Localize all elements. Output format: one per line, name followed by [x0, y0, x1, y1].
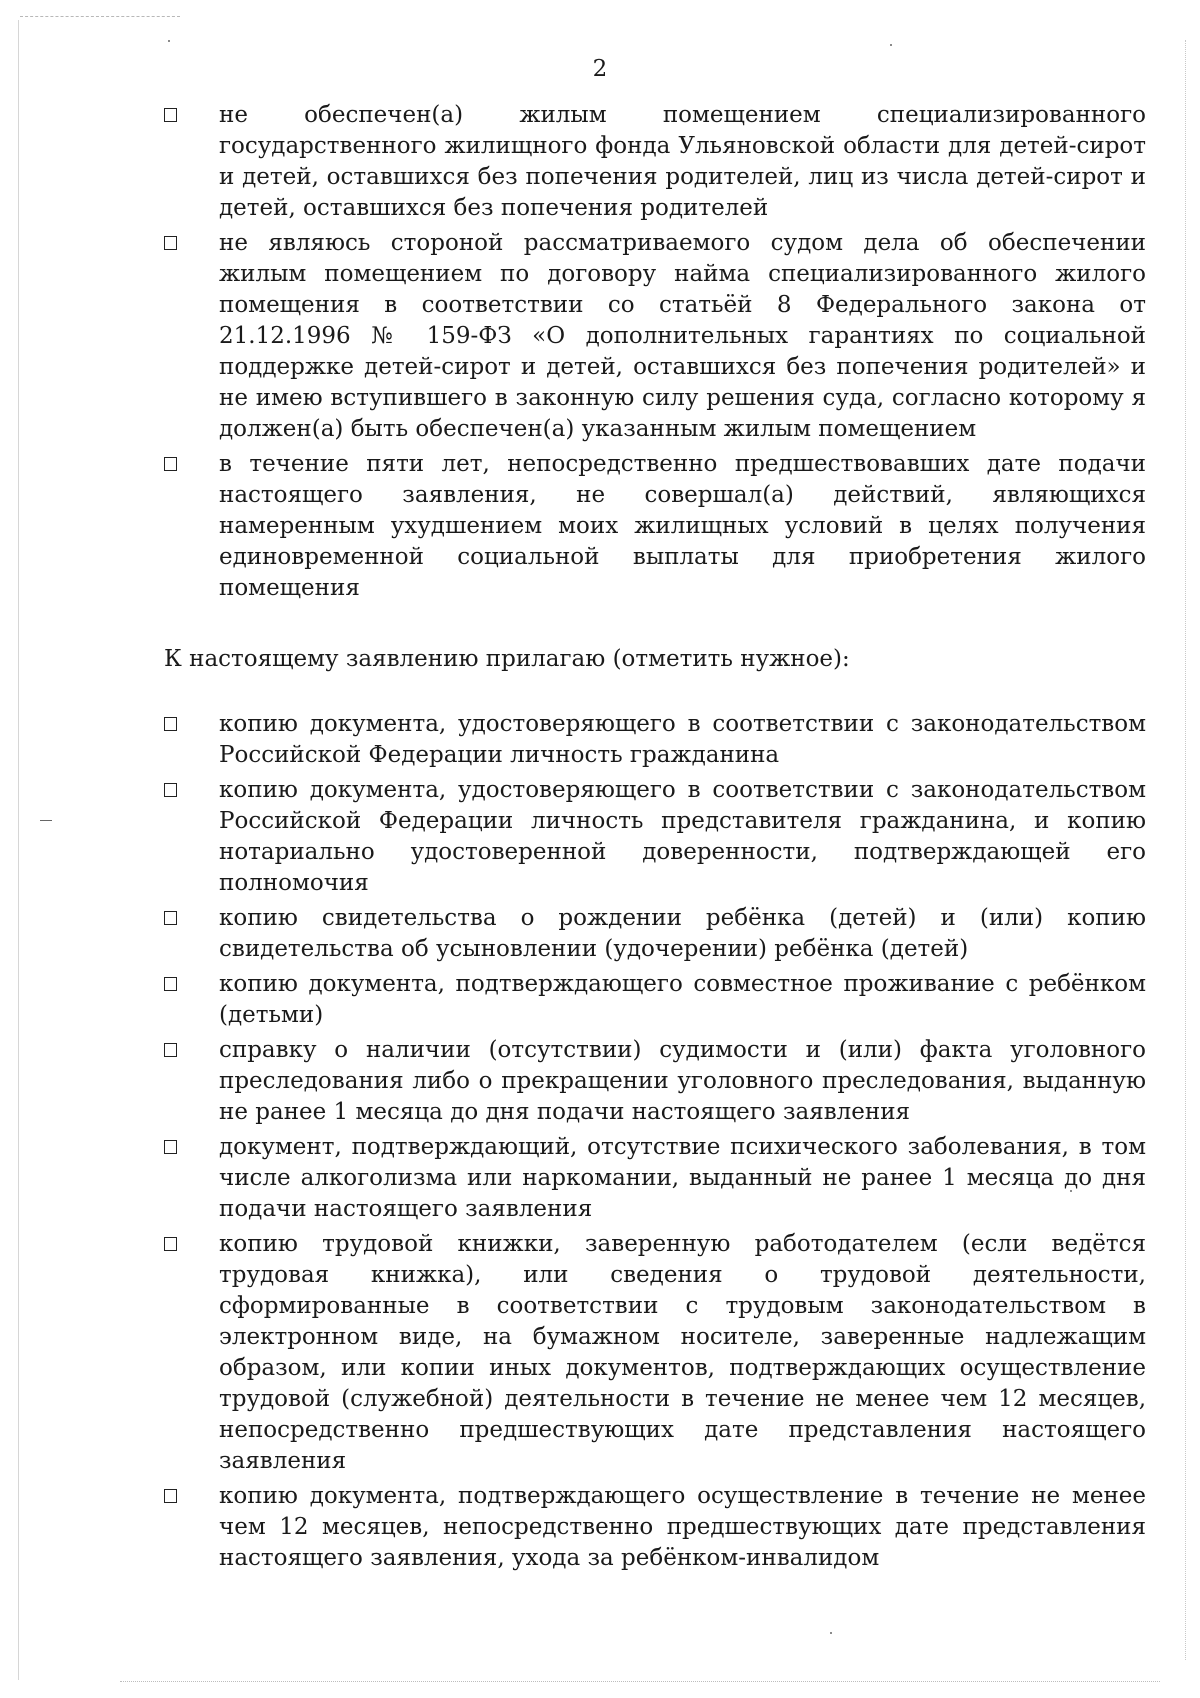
attachment-checkbox[interactable] — [164, 977, 177, 991]
attachment-checkbox[interactable] — [164, 1043, 177, 1057]
attachments-intro: К настоящему заявлению прилагаю (отметить нужное): — [164, 646, 850, 672]
attachment-text: копию документа, удостоверяющего в соответствии с законодательством Российской Федерации личность представителя гражданина, и копию нотариально удостоверенной доверенности, подтверждающей его полномочия — [219, 777, 1146, 896]
declaration-text: не являюсь стороной рассматриваемого судом дела об обеспечении жилым помещением по договору найма специализированного жилого помещения в соответствии со статьёй 8 Федерального закона от 21.12.1996 № 159-ФЗ «О дополнительных гарантиях по социальной поддержке детей-сирот и детей, оставшихся без попечения родителей» и не имею вступившего в законную силу решения суда, согласно которому я должен(а) быть обеспечен(а) указанным жилым помещением — [219, 230, 1146, 442]
attachment-item — [164, 1132, 1146, 1225]
declaration-checkbox[interactable] — [164, 457, 177, 471]
attachment-item — [164, 1481, 1146, 1574]
attachment-checkbox[interactable] — [164, 717, 177, 731]
declaration-item — [164, 228, 1146, 445]
declaration-item — [164, 449, 1146, 604]
scan-speck — [830, 1632, 832, 1634]
scan-edge-left — [18, 20, 19, 1680]
attachment-text: копию свидетельства о рождении ребёнка (детей) и (или) копию свидетельства об усыновлении (удочерении) ребёнка (детей) — [219, 905, 1146, 962]
attachment-checkbox[interactable] — [164, 1489, 177, 1503]
scan-speck — [168, 40, 170, 42]
attachment-text: документ, подтверждающий, отсутствие психического заболевания, в том числе алкоголизма или наркомании, выданный не ранее 1 месяца до дня подачи настоящего заявления — [219, 1134, 1146, 1222]
scan-speck — [890, 44, 892, 46]
declaration-checkbox[interactable] — [164, 236, 177, 250]
attachment-text: копию документа, подтверждающего осуществление в течение не менее чем 12 месяцев, непосредственно предшествующих дате представления настоящего заявления, ухода за ребёнком-инвалидом — [219, 1483, 1146, 1571]
attachment-item — [164, 903, 1146, 965]
page-number: 2 — [592, 56, 608, 82]
scan-edge-bottom — [120, 1681, 1160, 1682]
declaration-text: не обеспечен(а) жилым помещением специализированного государственного жилищного фонда Ульяновской области для детей-сирот и детей, оставшихся без попечения родителей, лиц из числа детей-сирот и детей, оставшихся без попечения родителей — [219, 102, 1146, 221]
attachment-item — [164, 1035, 1146, 1128]
attachment-checkbox[interactable] — [164, 1237, 177, 1251]
attachment-item — [164, 969, 1146, 1031]
declaration-text: в течение пяти лет, непосредственно предшествовавших дате подачи настоящего заявления, не совершал(а) действий, являющихся намеренным ухудшением моих жилищных условий в целях получения единовременной социальной выплаты для приобретения жилого помещения — [219, 451, 1146, 601]
attachment-checkbox[interactable] — [164, 911, 177, 925]
declaration-checkbox[interactable] — [164, 108, 177, 122]
attachment-item — [164, 1229, 1146, 1477]
attachments-list — [164, 709, 1146, 1574]
scan-edge-right — [1185, 40, 1186, 1660]
attachment-checkbox[interactable] — [164, 783, 177, 797]
attachment-text: справку о наличии (отсутствии) судимости и (или) факта уголовного преследования либо о прекращении уголовного преследования, выданную не ранее 1 месяца до дня подачи настоящего заявления — [219, 1037, 1146, 1125]
declarations-list — [164, 100, 1146, 604]
scan-speck — [40, 820, 52, 821]
document-body — [164, 100, 1146, 1578]
scan-edge-top — [20, 16, 180, 17]
attachment-text: копию трудовой книжки, заверенную работодателем (если ведётся трудовая книжка), или сведения о трудовой деятельности, сформированные в соответствии с трудовым законодательством в электронном виде, на бумажном носителе, заверенные надлежащим образом, или копии иных документов, подтверждающих осуществление трудовой (служебной) деятельности в течение не менее чем 12 месяцев, непосредственно предшествующих дате представления настоящего заявления — [219, 1231, 1146, 1474]
attachment-text: копию документа, подтверждающего совместное проживание с ребёнком (детьми) — [219, 971, 1146, 1028]
attachment-item — [164, 709, 1146, 771]
attachment-checkbox[interactable] — [164, 1140, 177, 1154]
attachment-text: копию документа, удостоверяющего в соответствии с законодательством Российской Федерации личность гражданина — [219, 711, 1146, 768]
attachment-item — [164, 775, 1146, 899]
declaration-item — [164, 100, 1146, 224]
